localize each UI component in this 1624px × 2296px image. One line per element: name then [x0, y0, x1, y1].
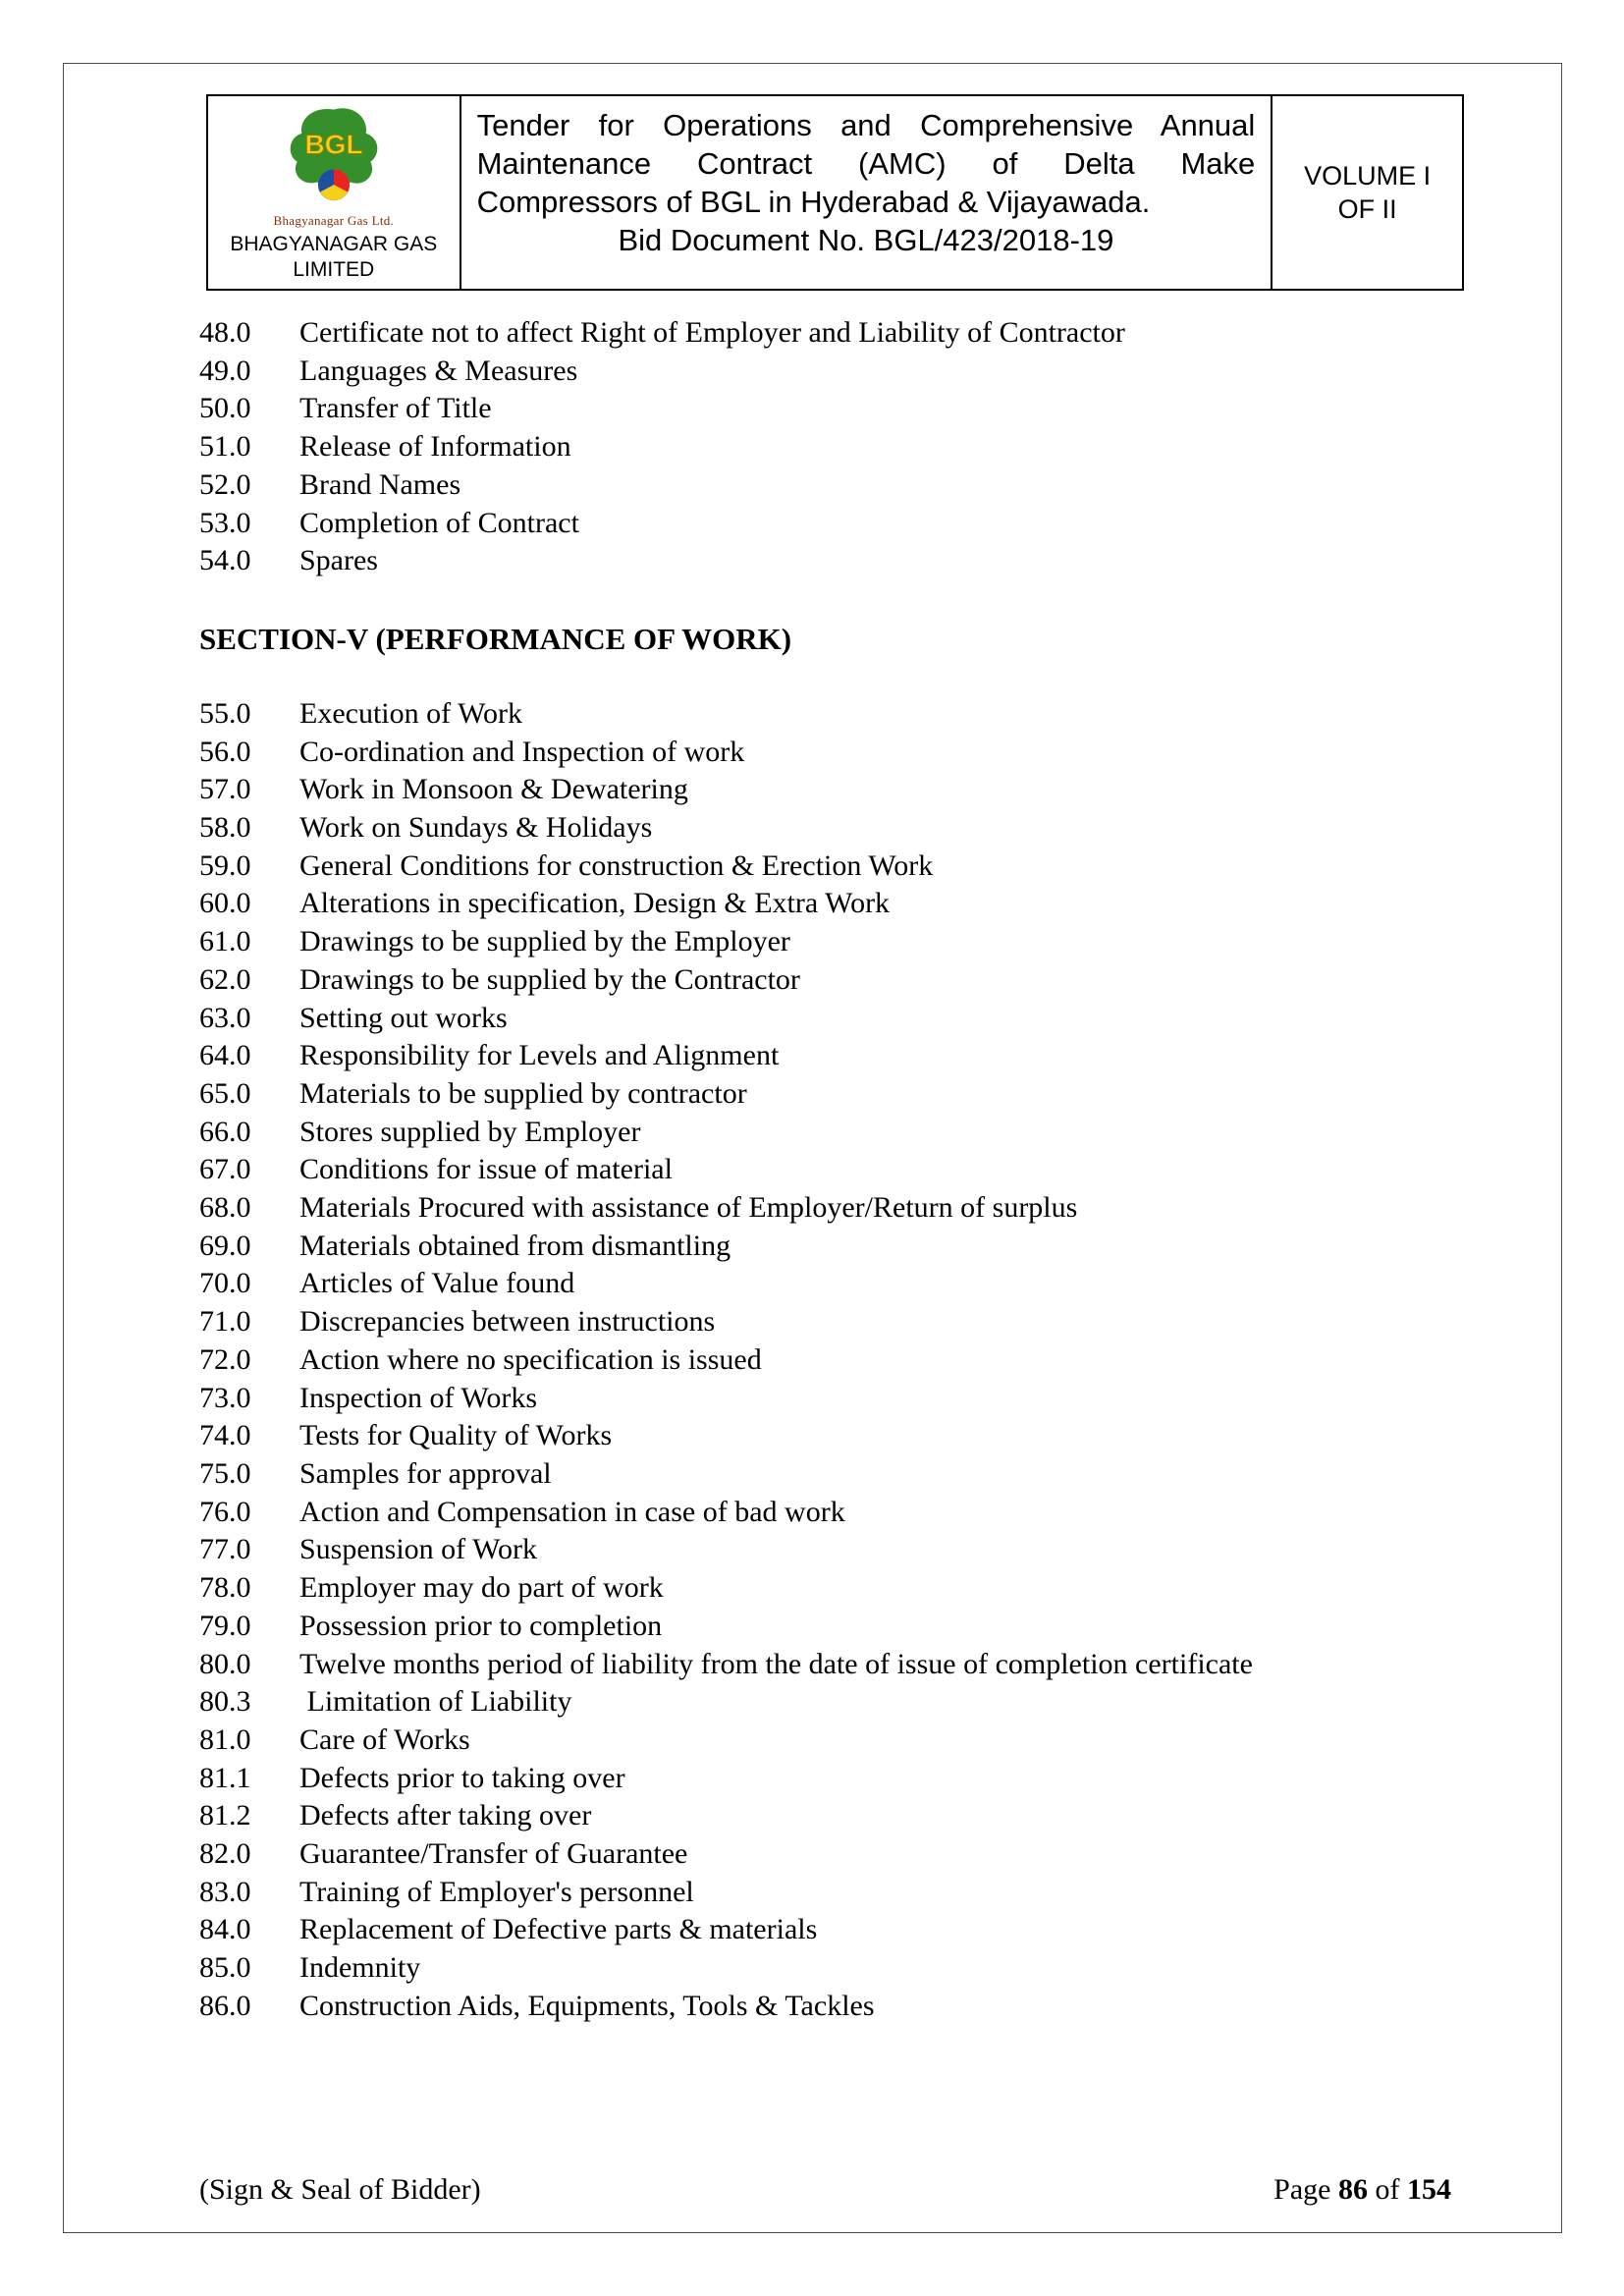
list-item — [64, 1608, 1561, 1646]
list-item — [64, 1988, 1561, 2026]
item-number: 53.0 — [199, 506, 251, 539]
item-title: Release of Information — [299, 430, 571, 464]
company-name-line1: BHAGYANAGAR GAS — [230, 233, 438, 255]
list-item — [64, 353, 1561, 391]
item-number: 57.0 — [199, 773, 251, 806]
list-item — [64, 1569, 1561, 1608]
item-number: 74.0 — [199, 1419, 251, 1452]
page-footer — [199, 2171, 1451, 2209]
logo-small-name: Bhagyanagar Gas Ltd. — [273, 213, 395, 228]
item-title: Drawings to be supplied by the Employer — [299, 925, 790, 958]
list-item — [64, 1494, 1561, 1532]
item-number: 84.0 — [199, 1913, 251, 1946]
list-item — [64, 1380, 1561, 1418]
item-number: 49.0 — [199, 354, 251, 387]
title-line-3: Compressors of BGL in Hyderabad & Vijayawada. — [476, 185, 1151, 219]
item-title: Stores supplied by Employer — [299, 1115, 641, 1148]
list-item — [64, 1455, 1561, 1494]
item-title: Materials Procured with assistance of Employer/Return of surplus — [299, 1191, 1078, 1225]
list-item — [64, 1911, 1561, 1949]
sign-seal-label: (Sign & Seal of Bidder) — [199, 2173, 481, 2206]
list-item — [64, 695, 1561, 734]
list-item — [64, 1189, 1561, 1228]
item-number: 64.0 — [199, 1039, 251, 1072]
item-number: 51.0 — [199, 430, 251, 464]
item-title: Conditions for issue of material — [299, 1153, 673, 1186]
item-title: Suspension of Work — [299, 1533, 538, 1566]
item-title: General Conditions for construction & Erection Work — [299, 848, 934, 882]
item-number: 66.0 — [199, 1115, 251, 1148]
company-name-line2: LIMITED — [293, 258, 375, 281]
title-line-2: Maintenance Contract (AMC) of Delta Make — [476, 146, 1256, 181]
item-title: Work on Sundays & Holidays — [299, 811, 653, 845]
item-number: 82.0 — [199, 1837, 251, 1871]
item-number: 81.2 — [199, 1799, 251, 1832]
toc-list-performance — [64, 695, 1561, 2026]
item-title: Execution of Work — [299, 696, 522, 730]
item-number: 50.0 — [199, 392, 251, 425]
item-number: 75.0 — [199, 1456, 251, 1490]
item-title: Drawings to be supplied by the Contractor — [299, 962, 800, 996]
item-number: 60.0 — [199, 887, 251, 920]
list-item — [64, 809, 1561, 847]
item-number: 77.0 — [199, 1533, 251, 1566]
item-title: Limitation of Liability — [299, 1685, 572, 1719]
item-title: Setting out works — [299, 1001, 508, 1034]
item-number: 55.0 — [199, 696, 251, 730]
item-title: Possession prior to completion — [299, 1609, 663, 1642]
list-item — [64, 1722, 1561, 1760]
item-number: 63.0 — [199, 1001, 251, 1034]
item-title: Discrepancies between instructions — [299, 1305, 716, 1339]
item-number: 81.0 — [199, 1722, 251, 1756]
item-number: 79.0 — [199, 1609, 251, 1642]
list-item — [64, 847, 1561, 886]
list-item — [64, 1303, 1561, 1341]
item-number: 85.0 — [199, 1951, 251, 1985]
list-item — [64, 1417, 1561, 1455]
list-item — [64, 1151, 1561, 1189]
list-item — [64, 734, 1561, 772]
item-title: Action and Compensation in case of bad work — [299, 1495, 845, 1528]
list-item — [64, 1874, 1561, 1912]
list-item — [64, 1683, 1561, 1722]
list-item — [64, 1037, 1561, 1075]
item-number: 56.0 — [199, 735, 251, 768]
item-title: Inspection of Works — [299, 1381, 537, 1414]
item-title: Guarantee/Transfer of Guarantee — [299, 1837, 688, 1871]
list-item — [64, 1341, 1561, 1380]
list-item — [64, 390, 1561, 428]
company-name — [230, 232, 437, 283]
item-title: Action where no specification is issued — [299, 1342, 762, 1376]
item-number: 73.0 — [199, 1381, 251, 1414]
item-number: 76.0 — [199, 1495, 251, 1528]
list-item — [64, 466, 1561, 505]
document-title — [460, 96, 1272, 289]
item-title: Completion of Contract — [299, 506, 579, 539]
item-number: 58.0 — [199, 811, 251, 845]
item-title: Samples for approval — [299, 1456, 552, 1490]
item-title: Indemnity — [299, 1951, 421, 1985]
item-number: 72.0 — [199, 1342, 251, 1376]
item-title: Articles of Value found — [299, 1267, 575, 1300]
volume-line-1: VOLUME I — [1304, 161, 1432, 191]
item-title: Languages & Measures — [299, 354, 578, 387]
item-number: 59.0 — [199, 848, 251, 882]
item-number: 78.0 — [199, 1571, 251, 1605]
title-line-1: Tender for Operations and Comprehensive Annual — [476, 108, 1256, 142]
item-title: Tests for Quality of Works — [299, 1419, 613, 1452]
list-item — [64, 923, 1561, 961]
item-title: Defects prior to taking over — [299, 1761, 625, 1794]
page-prefix: Page — [1273, 2173, 1331, 2206]
list-item — [64, 428, 1561, 466]
item-number: 81.1 — [199, 1761, 251, 1794]
list-item — [64, 1531, 1561, 1569]
item-title: Responsibility for Levels and Alignment — [299, 1039, 780, 1072]
list-item — [64, 1949, 1561, 1988]
page-total: 154 — [1407, 2173, 1451, 2206]
item-number: 80.0 — [199, 1647, 251, 1680]
list-item — [64, 1835, 1561, 1874]
list-item — [64, 1646, 1561, 1684]
section-heading: SECTION-V (PERFORMANCE OF WORK) — [199, 621, 792, 656]
page-indicator — [1273, 2171, 1451, 2209]
list-item — [64, 1000, 1561, 1038]
item-title: Alterations in specification, Design & Extra Work — [299, 887, 891, 920]
item-title: Construction Aids, Equipments, Tools & Tackles — [299, 1989, 875, 2022]
toc-list-general — [64, 314, 1561, 580]
item-number: 62.0 — [199, 962, 251, 996]
item-number: 61.0 — [199, 925, 251, 958]
item-number: 48.0 — [199, 316, 251, 349]
item-title: Work in Monsoon & Dewatering — [299, 773, 688, 806]
item-title: Employer may do part of work — [299, 1571, 664, 1605]
volume-line-2: OF II — [1337, 194, 1397, 224]
list-item — [64, 961, 1561, 1000]
item-number: 69.0 — [199, 1229, 251, 1262]
item-number: 86.0 — [199, 1989, 251, 2022]
volume-label — [1271, 96, 1462, 289]
item-title: Materials obtained from dismantling — [299, 1229, 731, 1262]
list-item — [64, 885, 1561, 923]
item-title: Transfer of Title — [299, 392, 492, 425]
bgl-logo-icon — [279, 104, 389, 219]
item-title: Certificate not to affect Right of Employer and Liability of Contractor — [299, 316, 1125, 349]
page-connector: of — [1375, 2173, 1400, 2206]
item-number: 70.0 — [199, 1267, 251, 1300]
list-item — [64, 1265, 1561, 1303]
list-item — [64, 1228, 1561, 1266]
item-title: Training of Employer's personnel — [299, 1875, 694, 1908]
list-item — [64, 542, 1561, 580]
item-title: Care of Works — [299, 1722, 470, 1756]
item-number: 71.0 — [199, 1305, 251, 1339]
item-number: 68.0 — [199, 1191, 251, 1225]
page-border — [63, 63, 1562, 2233]
list-item — [64, 771, 1561, 809]
header-table — [206, 94, 1464, 291]
list-item — [64, 505, 1561, 543]
item-title: Co-ordination and Inspection of work — [299, 735, 745, 768]
item-number: 67.0 — [199, 1153, 251, 1186]
list-item — [64, 1760, 1561, 1798]
list-item — [64, 1114, 1561, 1152]
item-title: Replacement of Defective parts & materials — [299, 1913, 818, 1946]
svg-text:BGL: BGL — [304, 129, 363, 160]
item-title: Twelve months period of liability from the date of issue of completion certificate — [299, 1647, 1253, 1680]
item-title: Defects after taking over — [299, 1799, 592, 1832]
logo-cell — [208, 96, 460, 289]
item-number: 52.0 — [199, 467, 251, 501]
item-title: Materials to be supplied by contractor — [299, 1076, 747, 1110]
list-item — [64, 1075, 1561, 1114]
item-number: 80.3 — [199, 1685, 251, 1719]
page-number: 86 — [1338, 2173, 1368, 2206]
item-title: Brand Names — [299, 467, 461, 501]
list-item — [64, 1797, 1561, 1835]
list-item — [64, 314, 1561, 353]
item-number: 65.0 — [199, 1076, 251, 1110]
bid-document-number: Bid Document No. BGL/423/2018-19 — [618, 223, 1114, 257]
item-title: Spares — [299, 544, 378, 577]
item-number: 54.0 — [199, 544, 251, 577]
item-number: 83.0 — [199, 1875, 251, 1908]
